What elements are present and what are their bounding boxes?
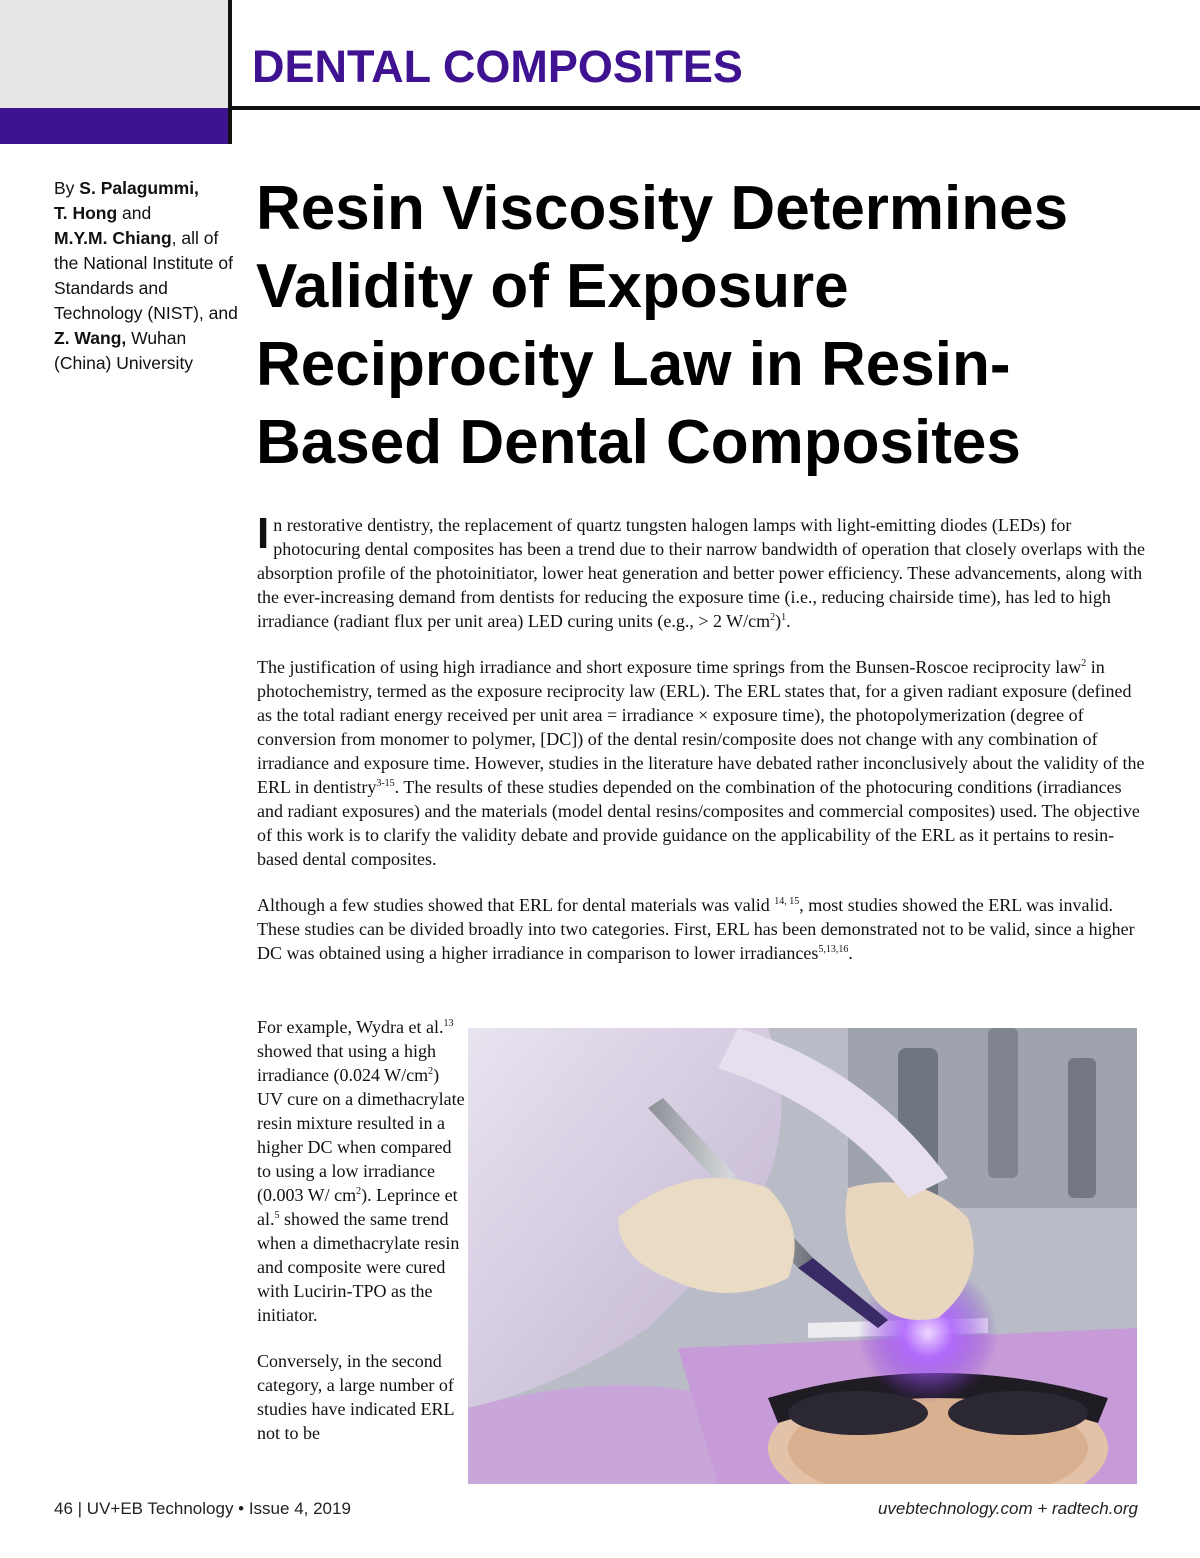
superscript: 2 [356, 1186, 362, 1197]
byline-affiliation: , all of the National Institute of Standards and Technology (NIST), and [54, 228, 238, 323]
section-title: DENTAL COMPOSITES [252, 41, 743, 92]
reference-marker: 13 [443, 1018, 454, 1029]
narrow-column [257, 1015, 465, 1467]
drop-cap: I [257, 509, 270, 558]
text-run: . The results of these studies depended on the combination of the photocuring conditions (irradiances and radiant exposures) and the materials (model dental resins/composites and commercial composites) used. The objective of this work is to clarify the validity debate and provide guidance on the applicability of the ERL as it pertains to resin-based dental composites. [257, 777, 1140, 869]
article-body [257, 509, 1147, 987]
page-number: 46 [54, 1499, 73, 1518]
byline [54, 176, 244, 376]
text-run: n restorative dentistry, the replacement of quartz tungsten halogen lamps with light-emitting diodes (LEDs) for photocuring dental composites has been a trend due to their narrow bandwidth of operation that closely overlaps with the absorption profile of the photoinitiator, lower heat generation and better power efficiency. These advancements, along with the ever-increasing demand from dentists for reducing the exposure time (i.e., reducing chairside time), has led to high irradiance (radiant flux per unit area) LED curing units (e.g., > 2 W/cm [257, 515, 1145, 631]
text-run: , most studies showed the ERL was invalid. These studies can be divided broadly into two categories. First, ERL has been demonstrated not to be valid, since a higher DC was obtained using a higher irradiance in comparison to lower irradiances [257, 895, 1135, 963]
reference-marker: 2 [1081, 658, 1087, 669]
publication-name: UV+EB Technology • Issue 4, 2019 [86, 1499, 351, 1518]
reference-marker: 14, 15 [774, 896, 800, 907]
header-horizontal-rule [232, 106, 1200, 110]
footer-separator: | [72, 1499, 87, 1518]
text-run: showed the same trend when a dimethacrylate resin and composite were cured with Lucirin-TPO as the initiator. [257, 1209, 460, 1325]
text-run: . [786, 611, 791, 631]
footer-websites: uvebtechnology.com + radtech.org [877, 1499, 1138, 1518]
text-run: . [848, 943, 853, 963]
text-run: showed that using a high irradiance (0.024 W/cm [257, 1041, 436, 1085]
reference-marker: 1 [781, 612, 787, 623]
footer-publication [54, 1499, 351, 1519]
dental-curing-light-photo [468, 1028, 1137, 1484]
superscript: 2 [770, 612, 776, 623]
byline-affiliation: Wuhan (China) University [54, 328, 194, 373]
text-run: The justification of using high irradiance and short exposure time springs from the Bunsen-Roscoe reciprocity law [257, 657, 1082, 677]
paragraph: Conversely, in the second category, a large number of studies have indicated ERL not to be [257, 1351, 454, 1443]
text-run: Although a few studies showed that ERL for dental materials was valid [257, 895, 775, 915]
author-name: S. Palagummi, [79, 178, 199, 198]
photo-illustration [468, 1028, 1137, 1484]
header-accent-bar [0, 108, 228, 144]
text-run: ). Leprince et al. [257, 1185, 458, 1229]
byline-and: and [117, 203, 152, 223]
text-run: ) [775, 611, 782, 631]
article-title: Resin Viscosity Determines Validity of Exposure Reciprocity Law in Resin-Based Dental Composites [256, 174, 1069, 477]
reference-marker: 3-15 [376, 778, 395, 789]
header-corner-block [0, 0, 228, 108]
byline-by: By [54, 178, 80, 198]
author-name: M.Y.M. Chiang [54, 228, 172, 248]
paragraph [257, 509, 1147, 633]
header-vertical-rule [228, 0, 232, 144]
paragraph [257, 655, 1147, 871]
text-run: in photochemistry, termed as the exposure reciprocity law (ERL). The ERL states that, for a given radiant exposure (defined as the total radiant energy received per unit area = irradiance × exposure time), the photopolymerization (degree of conversion from monomer to polymer, [DC]) of the dental resin/composite does not change with any combination of irradiance and exposure time. However, studies in the literature have debated rather inconclusively about the validity of the ERL in dentistry [257, 657, 1145, 797]
reference-marker: 5 [274, 1210, 280, 1221]
superscript: 2 [428, 1066, 434, 1077]
author-name: T. Hong [54, 203, 118, 223]
text-run: ) UV cure on a dimethacrylate resin mixture resulted in a higher DC when compared to using a low irradiance (0.003 W/ cm [257, 1065, 465, 1205]
author-name: Z. Wang, [54, 328, 127, 348]
text-run: For example, Wydra et al. [257, 1017, 444, 1037]
reference-marker: 5,13,16 [818, 944, 849, 955]
paragraph [257, 1015, 465, 1327]
paragraph [257, 893, 1147, 965]
